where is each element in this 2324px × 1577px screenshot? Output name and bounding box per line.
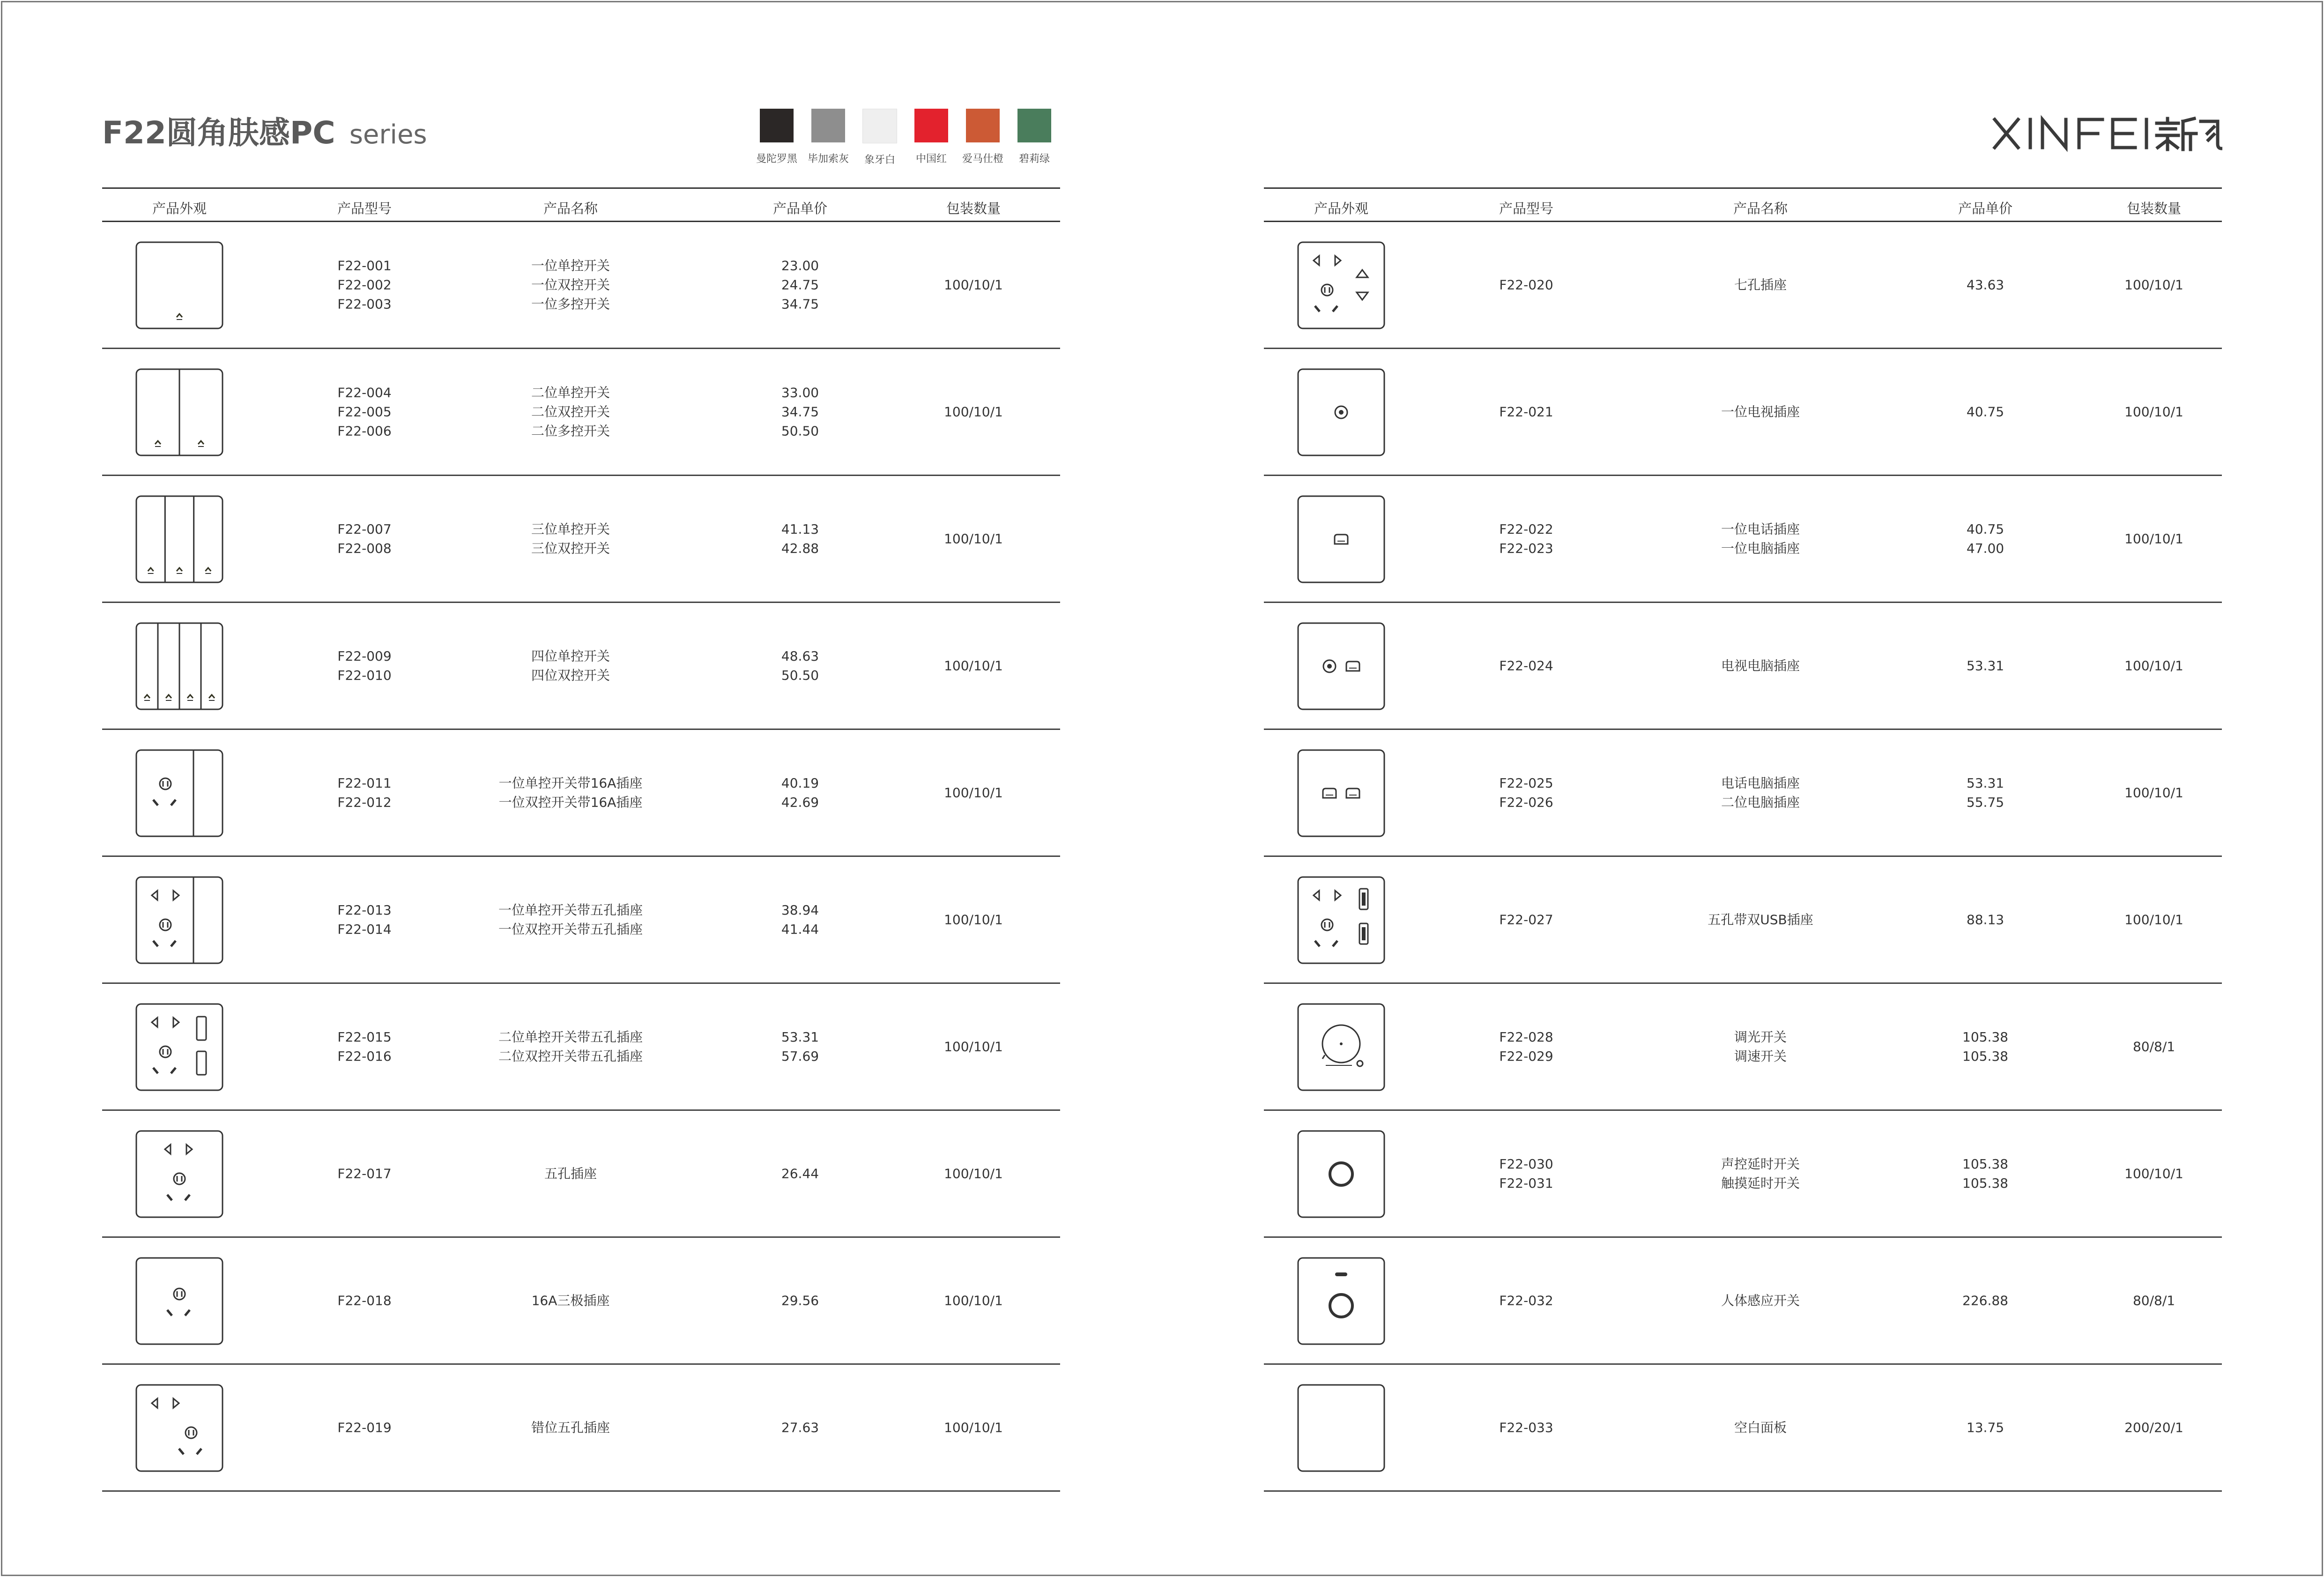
tv-data-socket-icon xyxy=(1297,622,1386,711)
model-text: F22-011 xyxy=(337,775,392,791)
price-text: 26.44 xyxy=(781,1166,819,1182)
price-cell xyxy=(781,1418,819,1437)
name-text: 错位五孔插座 xyxy=(531,1420,610,1436)
name-cell xyxy=(544,1164,597,1183)
pack-cell: 100/10/1 xyxy=(944,785,1003,801)
price-text: 88.13 xyxy=(1966,912,2005,928)
price-text: 33.00 xyxy=(781,385,819,401)
color-chip xyxy=(862,109,897,143)
table-header-left xyxy=(102,187,1060,222)
name-cell xyxy=(1734,1027,1787,1066)
table-row xyxy=(102,1365,1060,1492)
name-text: 一位多控开关 xyxy=(531,296,610,312)
model-cell xyxy=(1499,1027,1553,1066)
name-cell xyxy=(531,1418,610,1437)
name-cell xyxy=(532,1291,610,1310)
model-cell xyxy=(1499,520,1553,558)
table-row xyxy=(102,603,1060,730)
column-header: 产品外观 xyxy=(1314,201,1369,216)
7hole-socket-icon xyxy=(1297,241,1386,330)
name-cell xyxy=(531,256,610,314)
model-cell xyxy=(337,1027,391,1066)
model-cell xyxy=(337,256,391,314)
name-text: 一位单控开关带五孔插座 xyxy=(498,902,643,918)
price-cell xyxy=(781,1027,819,1066)
name-text: 二位双控开关 xyxy=(531,404,610,420)
color-swatch xyxy=(1006,109,1062,165)
pack-cell: 100/10/1 xyxy=(944,1166,1003,1182)
name-cell xyxy=(1721,1154,1800,1193)
price-text: 47.00 xyxy=(1966,541,2005,556)
table-row xyxy=(102,476,1060,603)
price-cell xyxy=(1962,1154,2008,1193)
model-text: F22-005 xyxy=(337,404,392,420)
model-text: F22-020 xyxy=(1499,277,1553,293)
data-socket-icon xyxy=(1297,495,1386,584)
column-header: 产品型号 xyxy=(337,201,392,216)
model-text: F22-017 xyxy=(337,1166,392,1182)
price-text: 55.75 xyxy=(1966,795,2005,810)
name-cell xyxy=(1734,275,1787,295)
name-cell xyxy=(498,900,643,939)
price-text: 23.00 xyxy=(781,258,819,274)
model-cell xyxy=(337,1418,391,1437)
pack-cell: 100/10/1 xyxy=(2124,785,2183,801)
model-text: F22-033 xyxy=(1499,1420,1553,1436)
price-text: 42.69 xyxy=(781,795,819,810)
price-cell xyxy=(781,383,819,441)
table-row xyxy=(102,984,1060,1111)
name-cell xyxy=(1721,774,1800,812)
model-cell xyxy=(1499,275,1553,295)
name-text: 触摸延时开关 xyxy=(1721,1175,1800,1191)
price-text: 53.31 xyxy=(1966,775,2005,791)
color-name: 毕加索灰 xyxy=(807,153,849,165)
table-row xyxy=(102,1111,1060,1238)
5hole-usb-socket-icon xyxy=(1297,876,1386,965)
16a-socket-icon xyxy=(135,1257,224,1346)
color-swatch xyxy=(749,109,805,165)
model-text: F22-030 xyxy=(1499,1156,1553,1172)
model-text: F22-029 xyxy=(1499,1049,1553,1064)
model-text: F22-018 xyxy=(337,1293,392,1309)
name-text: 二位双控开关带五孔插座 xyxy=(498,1049,643,1064)
price-text: 40.75 xyxy=(1966,404,2005,420)
price-cell xyxy=(1967,1418,2004,1437)
pack-cell: 80/8/1 xyxy=(2132,1039,2176,1055)
pack-cell: 100/10/1 xyxy=(944,1420,1003,1436)
name-text: 三位双控开关 xyxy=(531,541,610,556)
model-cell xyxy=(337,647,391,685)
model-cell xyxy=(337,1164,391,1183)
color-swatch xyxy=(800,109,856,165)
pack-cell: 100/10/1 xyxy=(2124,912,2183,928)
switch-4gang-icon xyxy=(135,622,224,711)
name-text: 声控延时开关 xyxy=(1721,1156,1800,1172)
table-row xyxy=(1264,1111,2222,1238)
price-text: 50.50 xyxy=(781,423,819,439)
model-text: F22-013 xyxy=(337,902,392,918)
series-subtitle: series xyxy=(349,119,427,150)
color-name: 爱马仕橙 xyxy=(962,153,1003,165)
price-text: 38.94 xyxy=(781,902,819,918)
column-header: 产品单价 xyxy=(1958,201,2013,216)
pack-cell: 100/10/1 xyxy=(944,277,1003,293)
model-text: F22-009 xyxy=(337,648,392,664)
model-cell xyxy=(1499,402,1553,422)
model-text: F22-004 xyxy=(337,385,392,401)
column-header: 包装数量 xyxy=(2126,201,2182,216)
price-cell xyxy=(781,256,819,314)
series-title: F22圆角肤感PC xyxy=(102,115,335,151)
name-text: 一位单控开关 xyxy=(531,258,610,274)
color-name: 中国红 xyxy=(915,153,947,165)
model-cell xyxy=(337,900,391,939)
column-header: 产品外观 xyxy=(152,201,207,216)
model-text: F22-008 xyxy=(337,541,392,556)
table-row xyxy=(102,1238,1060,1365)
price-cell xyxy=(781,647,819,685)
name-text: 一位单控开关带16A插座 xyxy=(498,775,643,791)
column-header: 产品名称 xyxy=(1733,201,1788,216)
model-text: F22-024 xyxy=(1499,658,1553,674)
model-text: F22-025 xyxy=(1499,775,1553,791)
name-text: 一位电脑插座 xyxy=(1721,541,1800,556)
name-text: 电话电脑插座 xyxy=(1721,775,1800,791)
model-text: F22-015 xyxy=(337,1029,392,1045)
column-header: 产品名称 xyxy=(543,201,598,216)
table-row xyxy=(102,730,1060,857)
table-row xyxy=(1264,476,2222,603)
model-text: F22-026 xyxy=(1499,795,1553,810)
name-cell xyxy=(531,383,610,441)
table-row xyxy=(102,349,1060,476)
page-title xyxy=(102,108,427,152)
name-cell xyxy=(1734,1418,1787,1437)
price-text: 41.13 xyxy=(781,521,819,537)
model-text: F22-010 xyxy=(337,668,392,683)
name-text: 调速开关 xyxy=(1734,1049,1787,1064)
table-row xyxy=(1264,349,2222,476)
model-text: F22-032 xyxy=(1499,1293,1553,1309)
offset-5hole-socket-icon xyxy=(135,1384,224,1473)
pack-cell: 100/10/1 xyxy=(2124,277,2183,293)
model-text: F22-019 xyxy=(337,1420,392,1436)
name-text: 调光开关 xyxy=(1734,1029,1787,1045)
price-text: 50.50 xyxy=(781,668,819,683)
price-cell xyxy=(781,1291,819,1310)
color-name: 象牙白 xyxy=(864,154,895,166)
color-chip xyxy=(1017,109,1051,142)
name-text: 电视电脑插座 xyxy=(1721,658,1800,674)
model-cell xyxy=(1499,910,1553,930)
model-text: F22-016 xyxy=(337,1049,392,1064)
model-cell xyxy=(337,383,391,441)
pack-cell: 100/10/1 xyxy=(944,658,1003,674)
name-text: 空白面板 xyxy=(1734,1420,1787,1436)
price-text: 27.63 xyxy=(781,1420,819,1436)
model-text: F22-012 xyxy=(337,795,392,810)
name-text: 二位多控开关 xyxy=(531,423,610,439)
pack-cell: 100/10/1 xyxy=(2124,658,2183,674)
price-cell xyxy=(781,520,819,558)
price-cell xyxy=(1962,1027,2008,1066)
pack-cell: 100/10/1 xyxy=(944,1039,1003,1055)
model-cell xyxy=(1499,1418,1553,1437)
dual-data-socket-icon xyxy=(1297,749,1386,838)
color-name: 碧莉绿 xyxy=(1018,153,1050,165)
price-cell xyxy=(1967,774,2004,812)
model-text: F22-023 xyxy=(1499,541,1553,556)
price-cell xyxy=(1967,402,2004,422)
model-text: F22-014 xyxy=(337,922,392,937)
model-cell xyxy=(1499,774,1553,812)
pack-cell: 100/10/1 xyxy=(2124,531,2183,547)
price-text: 41.44 xyxy=(781,922,819,937)
color-chip xyxy=(914,109,948,142)
name-cell xyxy=(531,647,610,685)
motion-sensor-icon xyxy=(1297,1257,1386,1346)
switch-16a-socket-icon xyxy=(135,749,224,838)
model-text: F22-021 xyxy=(1499,404,1553,420)
price-text: 226.88 xyxy=(1962,1293,2008,1309)
switch-3gang-icon xyxy=(135,495,224,584)
price-cell xyxy=(781,900,819,939)
5hole-socket-icon xyxy=(135,1130,224,1219)
table-row xyxy=(1264,984,2222,1111)
model-cell xyxy=(337,774,391,812)
model-text: F22-022 xyxy=(1499,521,1553,537)
price-text: 105.38 xyxy=(1962,1049,2008,1064)
price-text: 43.63 xyxy=(1966,277,2005,293)
name-cell xyxy=(1708,910,1813,930)
color-name: 曼陀罗黑 xyxy=(756,153,797,165)
model-text: F22-031 xyxy=(1499,1175,1553,1191)
color-swatch xyxy=(903,109,959,165)
name-text: 二位单控开关 xyxy=(531,385,610,401)
color-chip xyxy=(811,109,845,142)
price-text: 24.75 xyxy=(781,277,819,293)
price-cell xyxy=(1967,275,2004,295)
name-text: 一位电视插座 xyxy=(1721,404,1800,420)
name-text: 二位电脑插座 xyxy=(1721,795,1800,810)
table-header-right xyxy=(1264,187,2222,222)
model-cell xyxy=(1499,1291,1553,1310)
table-row xyxy=(102,857,1060,984)
price-cell xyxy=(781,774,819,812)
price-cell xyxy=(1967,656,2004,676)
table-row xyxy=(1264,857,2222,984)
name-text: 一位电话插座 xyxy=(1721,521,1800,537)
name-cell xyxy=(1721,520,1800,558)
pack-cell: 100/10/1 xyxy=(944,912,1003,928)
name-text: 一位双控开关 xyxy=(531,277,610,293)
table-row xyxy=(102,222,1060,349)
price-cell xyxy=(1967,520,2004,558)
table-row xyxy=(1264,730,2222,857)
price-text: 34.75 xyxy=(781,404,819,420)
product-table-left xyxy=(102,187,1060,1492)
model-text: F22-028 xyxy=(1499,1029,1553,1045)
model-text: F22-001 xyxy=(337,258,392,274)
model-cell xyxy=(1499,656,1553,676)
model-cell xyxy=(337,520,391,558)
name-text: 一位双控开关带五孔插座 xyxy=(498,922,643,937)
column-header: 产品单价 xyxy=(772,201,828,216)
switch-1gang-icon xyxy=(135,241,224,330)
pack-cell: 200/20/1 xyxy=(2124,1420,2183,1436)
model-text: F22-027 xyxy=(1499,912,1553,928)
color-chip xyxy=(760,109,794,142)
table-row xyxy=(1264,603,2222,730)
model-cell xyxy=(337,1291,391,1310)
price-text: 40.75 xyxy=(1966,521,2005,537)
product-table-right xyxy=(1264,187,2222,1492)
price-text: 53.31 xyxy=(781,1029,819,1045)
pack-cell: 100/10/1 xyxy=(2124,1166,2183,1182)
column-header: 包装数量 xyxy=(946,201,1001,216)
pack-cell: 100/10/1 xyxy=(2124,404,2183,420)
price-text: 48.63 xyxy=(781,648,819,664)
model-text: F22-003 xyxy=(337,296,392,312)
name-text: 五孔插座 xyxy=(544,1166,597,1182)
blank-panel-icon xyxy=(1297,1384,1386,1473)
name-cell xyxy=(1721,402,1800,422)
price-text: 53.31 xyxy=(1966,658,2005,674)
model-text: F22-006 xyxy=(337,423,392,439)
name-cell xyxy=(531,520,610,558)
name-cell xyxy=(499,774,643,812)
dimmer-icon xyxy=(1297,1003,1386,1092)
pack-cell: 100/10/1 xyxy=(944,531,1003,547)
pack-cell: 80/8/1 xyxy=(2132,1293,2176,1309)
color-chip xyxy=(966,109,1000,142)
switch2-5hole-socket-icon xyxy=(135,1003,224,1092)
delay-switch-icon xyxy=(1297,1130,1386,1219)
switch-2gang-icon xyxy=(135,368,224,457)
name-cell xyxy=(1721,656,1800,676)
brand-logo xyxy=(1992,115,2222,152)
column-header: 产品型号 xyxy=(1499,201,1554,216)
name-text: 五孔带双USB插座 xyxy=(1708,912,1813,928)
pack-cell: 100/10/1 xyxy=(944,404,1003,420)
price-text: 34.75 xyxy=(781,296,819,312)
name-text: 四位双控开关 xyxy=(531,668,610,683)
name-cell xyxy=(498,1027,643,1066)
model-text: F22-002 xyxy=(337,277,392,293)
table-row xyxy=(1264,222,2222,349)
table-row xyxy=(1264,1365,2222,1492)
color-swatch xyxy=(955,109,1011,165)
name-text: 一位双控开关带16A插座 xyxy=(498,795,643,810)
name-text: 三位单控开关 xyxy=(531,521,610,537)
price-text: 105.38 xyxy=(1962,1175,2008,1191)
price-text: 40.19 xyxy=(781,775,819,791)
name-cell xyxy=(1721,1291,1800,1310)
price-cell xyxy=(781,1164,819,1183)
name-text: 二位单控开关带五孔插座 xyxy=(498,1029,643,1045)
price-cell xyxy=(1967,910,2004,930)
price-text: 13.75 xyxy=(1966,1420,2005,1436)
tv-socket-icon xyxy=(1297,368,1386,457)
color-swatches xyxy=(749,109,1048,170)
name-text: 人体感应开关 xyxy=(1721,1293,1800,1309)
price-text: 57.69 xyxy=(781,1049,819,1064)
price-text: 105.38 xyxy=(1962,1156,2008,1172)
name-text: 七孔插座 xyxy=(1734,277,1787,293)
pack-cell: 100/10/1 xyxy=(944,1293,1003,1309)
name-text: 16A三极插座 xyxy=(531,1293,610,1309)
table-row xyxy=(1264,1238,2222,1365)
switch-5hole-socket-icon xyxy=(135,876,224,965)
price-text: 29.56 xyxy=(781,1293,819,1309)
model-text: F22-007 xyxy=(337,521,392,537)
price-cell xyxy=(1962,1291,2008,1310)
price-text: 105.38 xyxy=(1962,1029,2008,1045)
color-swatch xyxy=(852,109,908,166)
model-cell xyxy=(1499,1154,1553,1193)
price-text: 42.88 xyxy=(781,541,819,556)
name-text: 四位单控开关 xyxy=(531,648,610,664)
